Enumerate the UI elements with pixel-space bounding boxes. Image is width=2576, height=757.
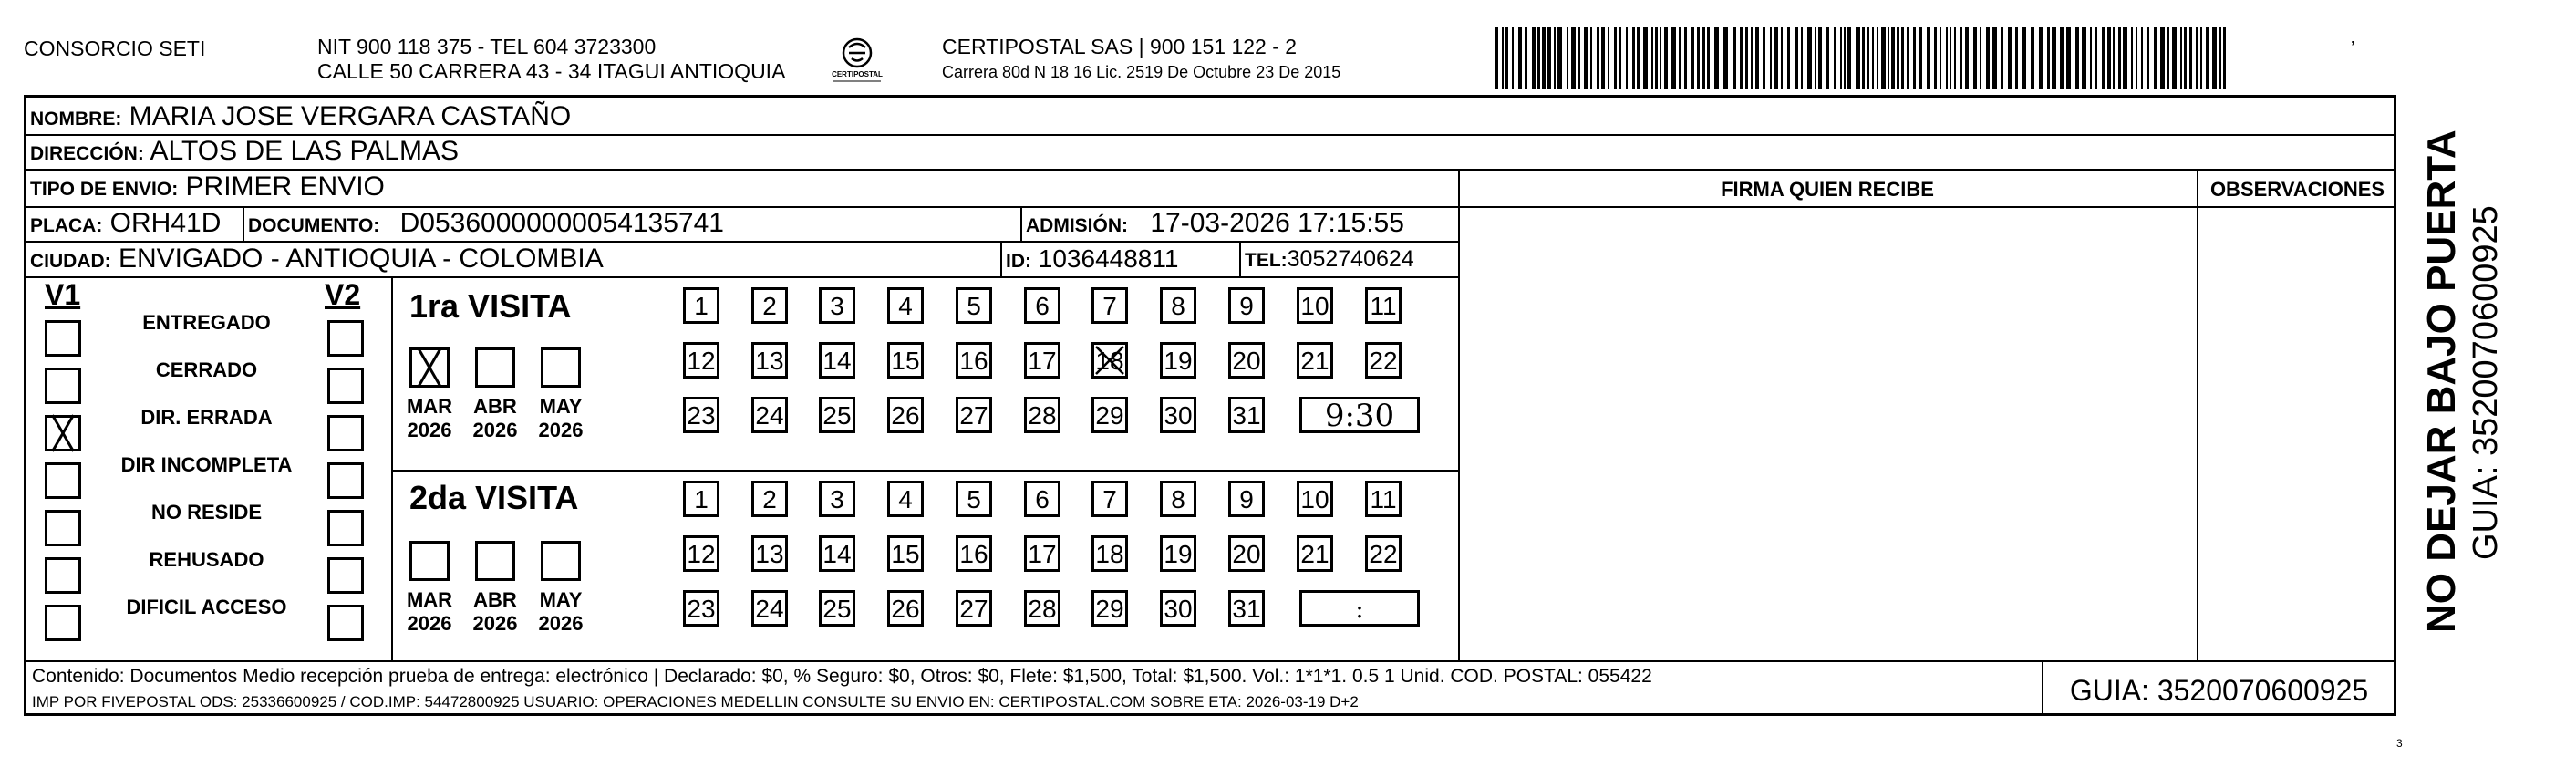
month-label: MAY — [539, 395, 583, 418]
divider — [243, 206, 244, 241]
id-value: 1036448811 — [1038, 244, 1179, 273]
day-box[interactable]: 3 — [819, 287, 855, 324]
second-visit-title: 2da VISITA — [409, 479, 579, 516]
day-box[interactable]: 29 — [1091, 590, 1128, 627]
day-box[interactable]: 16 — [956, 535, 992, 572]
day-box[interactable]: 6 — [1024, 481, 1060, 517]
day-box[interactable]: 11 — [1365, 287, 1402, 324]
day-box[interactable]: 8 — [1160, 287, 1196, 324]
v1-checkbox[interactable] — [45, 605, 81, 641]
month-label: ABR — [473, 395, 517, 418]
tel-row — [1245, 244, 1414, 276]
divider — [1020, 206, 1022, 241]
day-box[interactable]: 9 — [1228, 481, 1265, 517]
v2-checkbox[interactable] — [327, 510, 364, 546]
tipo-row — [30, 171, 385, 205]
status-option-label: DIR INCOMPLETA — [120, 453, 293, 476]
nombre-row — [30, 101, 571, 135]
day-box[interactable]: 17 — [1024, 342, 1060, 378]
day-box[interactable]: 25 — [819, 397, 855, 433]
month-label: MAR — [406, 588, 453, 611]
time-box[interactable]: 9:30 — [1299, 397, 1420, 433]
month-year: 2026 — [538, 419, 584, 441]
day-box[interactable]: 23 — [683, 397, 719, 433]
day-box[interactable]: 15 — [887, 535, 924, 572]
day-box[interactable]: 1 — [683, 481, 719, 517]
divider — [391, 470, 1458, 472]
day-box[interactable]: 15 — [887, 342, 924, 378]
nit-line: NIT 900 118 375 - TEL 604 3723300 — [317, 35, 657, 58]
day-box[interactable]: 12 — [683, 342, 719, 378]
month-label: ABR — [473, 588, 517, 611]
day-box[interactable]: 9 — [1228, 287, 1265, 324]
day-box[interactable]: 20 — [1228, 535, 1265, 572]
month-checkbox[interactable] — [541, 347, 581, 388]
day-box[interactable]: 13 — [751, 342, 788, 378]
side-warning: NO DEJAR BAJO PUERTA — [2419, 130, 2464, 633]
sender-name: CONSORCIO SETI — [24, 36, 206, 60]
day-box[interactable]: 7 — [1091, 287, 1128, 324]
divider — [2197, 169, 2198, 660]
footer-content-line: Contenido: Documentos Medio recepción prueba de entrega: electrónico | Declarado: $0, % Seguro: $0, Otros: $0, Flete: $1,500, Total: $1,500. Vol.: 1*1*1. 0.5 1 Unid. COD. POSTAL: 055422 — [32, 666, 1652, 687]
v1-label: V1 — [45, 278, 81, 311]
day-box[interactable]: 22 — [1365, 535, 1402, 572]
day-box[interactable]: 19 — [1160, 342, 1196, 378]
day-box[interactable]: 3 — [819, 481, 855, 517]
day-box[interactable]: 27 — [956, 590, 992, 627]
day-box[interactable]: 26 — [887, 397, 924, 433]
day-box[interactable]: 24 — [751, 397, 788, 433]
month-checkbox[interactable] — [475, 541, 515, 581]
day-box[interactable]: 6 — [1024, 287, 1060, 324]
day-box[interactable]: 16 — [956, 342, 992, 378]
v1-checkbox[interactable] — [45, 320, 81, 357]
day-box[interactable]: 14 — [819, 535, 855, 572]
v1-checkbox[interactable] — [45, 557, 81, 594]
day-box[interactable]: 21 — [1297, 342, 1333, 378]
month-year: 2026 — [407, 612, 452, 635]
day-box[interactable]: 18 — [1091, 342, 1128, 378]
tipo-label: TIPO DE ENVIO: — [30, 179, 179, 200]
admision-label: ADMISIÓN: — [1026, 215, 1128, 236]
delivery-form — [24, 95, 2396, 716]
month-checkbox[interactable] — [475, 347, 515, 388]
divider — [1239, 241, 1241, 276]
day-box[interactable]: 25 — [819, 590, 855, 627]
day-box[interactable]: 12 — [683, 535, 719, 572]
divider — [1458, 169, 1460, 660]
day-box[interactable]: 1 — [683, 287, 719, 324]
footer-guia: GUIA: 3520070600925 — [2069, 674, 2369, 707]
v1-checkbox[interactable] — [45, 510, 81, 546]
tel-label: TEL: — [1245, 250, 1288, 271]
day-box[interactable]: 20 — [1228, 342, 1265, 378]
footer-imp-line: IMP POR FIVEPOSTAL ODS: 25336600925 / COD.IMP: 54472800925 USUARIO: OPERACIONES MEDELLIN CONSULTE SU ENVIO EN: CERTIPOSTAL.COM SOBRE ETA: 2026-03-19 D+2 — [32, 693, 1359, 710]
day-box[interactable]: 26 — [887, 590, 924, 627]
placa-label: PLACA: — [30, 215, 103, 236]
v2-checkbox[interactable] — [327, 368, 364, 404]
corner-mark: ’ — [2351, 38, 2355, 58]
svg-text:CERTIPOSTAL: CERTIPOSTAL — [832, 70, 883, 78]
month-label: MAR — [406, 395, 453, 418]
tipo-value: PRIMER ENVIO — [185, 171, 385, 202]
day-box[interactable]: 23 — [683, 590, 719, 627]
company-line: CERTIPOSTAL SAS | 900 151 122 - 2 — [942, 35, 1298, 58]
nombre-value: MARIA JOSE VERGARA CASTAÑO — [129, 101, 572, 131]
day-box[interactable]: 10 — [1297, 481, 1333, 517]
documento-row — [248, 208, 724, 242]
divider — [1000, 241, 1002, 276]
documento-value: D05360000000054135741 — [399, 208, 724, 238]
divider — [1458, 206, 2396, 208]
day-box[interactable]: 17 — [1024, 535, 1060, 572]
v2-checkbox[interactable] — [327, 605, 364, 641]
placa-row — [30, 208, 221, 242]
day-box[interactable]: 13 — [751, 535, 788, 572]
month-checkbox[interactable] — [409, 541, 450, 581]
day-box[interactable]: 4 — [887, 481, 924, 517]
day-box[interactable]: 19 — [1160, 535, 1196, 572]
firma-label: FIRMA QUIEN RECIBE — [1721, 178, 1934, 201]
admision-row — [1026, 208, 1404, 242]
barcode — [1495, 27, 2225, 89]
v1-checkbox[interactable] — [45, 415, 81, 451]
time-box[interactable]: : — [1299, 590, 1420, 627]
day-box[interactable]: 14 — [819, 342, 855, 378]
direccion-value: ALTOS DE LAS PALMAS — [150, 136, 459, 166]
day-box[interactable]: 31 — [1228, 590, 1265, 627]
month-caption — [463, 588, 527, 636]
month-caption — [463, 395, 527, 442]
day-box[interactable]: 8 — [1160, 481, 1196, 517]
month-label: MAY — [539, 588, 583, 611]
direccion-row — [30, 136, 459, 170]
status-option-label: DIFICIL ACCESO — [126, 596, 287, 618]
status-option-label: REHUSADO — [149, 548, 264, 571]
license-line: Carrera 80d N 18 16 Lic. 2519 De Octubre 23 De 2015 — [942, 63, 1341, 81]
day-box[interactable]: 30 — [1160, 590, 1196, 627]
day-box[interactable]: 5 — [956, 287, 992, 324]
address-line: CALLE 50 CARRERA 43 - 34 ITAGUI ANTIOQUIA — [317, 59, 786, 83]
v2-checkbox[interactable] — [327, 557, 364, 594]
corner-mark: 3 — [2396, 737, 2403, 750]
v2-checkbox[interactable] — [327, 462, 364, 499]
nombre-label: NOMBRE: — [30, 109, 122, 130]
month-caption — [529, 395, 593, 442]
side-guia: GUIA: 3520070600925 — [2467, 205, 2505, 560]
month-caption — [398, 395, 461, 442]
day-box[interactable]: 28 — [1024, 590, 1060, 627]
status-option-label: NO RESIDE — [150, 501, 263, 524]
month-year: 2026 — [472, 612, 518, 635]
placa-value: ORH41D — [109, 208, 222, 238]
ciudad-value: ENVIGADO - ANTIOQUIA - COLOMBIA — [119, 244, 604, 274]
month-caption — [398, 588, 461, 636]
day-box[interactable]: 31 — [1228, 397, 1265, 433]
ciudad-row — [30, 244, 604, 277]
v2-checkbox[interactable] — [327, 320, 364, 357]
status-option-label: DIR. ERRADA — [140, 406, 273, 429]
v2-checkbox[interactable] — [327, 415, 364, 451]
day-box[interactable]: 24 — [751, 590, 788, 627]
day-box[interactable]: 2 — [751, 287, 788, 324]
day-box[interactable]: 5 — [956, 481, 992, 517]
day-box[interactable]: 27 — [956, 397, 992, 433]
admision-value: 17-03-2026 17:15:55 — [1150, 208, 1404, 238]
day-box[interactable]: 18 — [1091, 535, 1128, 572]
status-option-label: ENTREGADO — [142, 311, 271, 334]
v1-checkbox[interactable] — [45, 368, 81, 404]
id-row — [1006, 244, 1178, 277]
month-year: 2026 — [538, 612, 584, 635]
month-checkbox[interactable] — [409, 347, 450, 388]
month-year: 2026 — [407, 419, 452, 441]
month-caption — [529, 588, 593, 636]
v1-checkbox[interactable] — [45, 462, 81, 499]
ciudad-label: CIUDAD: — [30, 251, 111, 272]
first-visit-title: 1ra VISITA — [409, 287, 572, 325]
day-box[interactable]: 30 — [1160, 397, 1196, 433]
day-box[interactable]: 4 — [887, 287, 924, 324]
v2-label: V2 — [325, 278, 361, 311]
day-box[interactable]: 21 — [1297, 535, 1333, 572]
id-label: ID: — [1006, 251, 1031, 272]
day-box[interactable]: 28 — [1024, 397, 1060, 433]
day-box[interactable]: 2 — [751, 481, 788, 517]
day-box[interactable]: 11 — [1365, 481, 1402, 517]
tel-value: 3052740624 — [1287, 246, 1414, 272]
day-box[interactable]: 7 — [1091, 481, 1128, 517]
day-box[interactable]: 29 — [1091, 397, 1128, 433]
divider — [391, 276, 393, 660]
documento-label: DOCUMENTO: — [248, 215, 380, 236]
direccion-label: DIRECCIÓN: — [30, 143, 144, 164]
month-checkbox[interactable] — [541, 541, 581, 581]
status-option-label: CERRADO — [155, 358, 258, 381]
day-box[interactable]: 10 — [1297, 287, 1333, 324]
certipostal-logo — [821, 35, 894, 86]
day-box[interactable]: 22 — [1365, 342, 1402, 378]
observaciones-label: OBSERVACIONES — [2209, 178, 2385, 201]
month-year: 2026 — [472, 419, 518, 441]
